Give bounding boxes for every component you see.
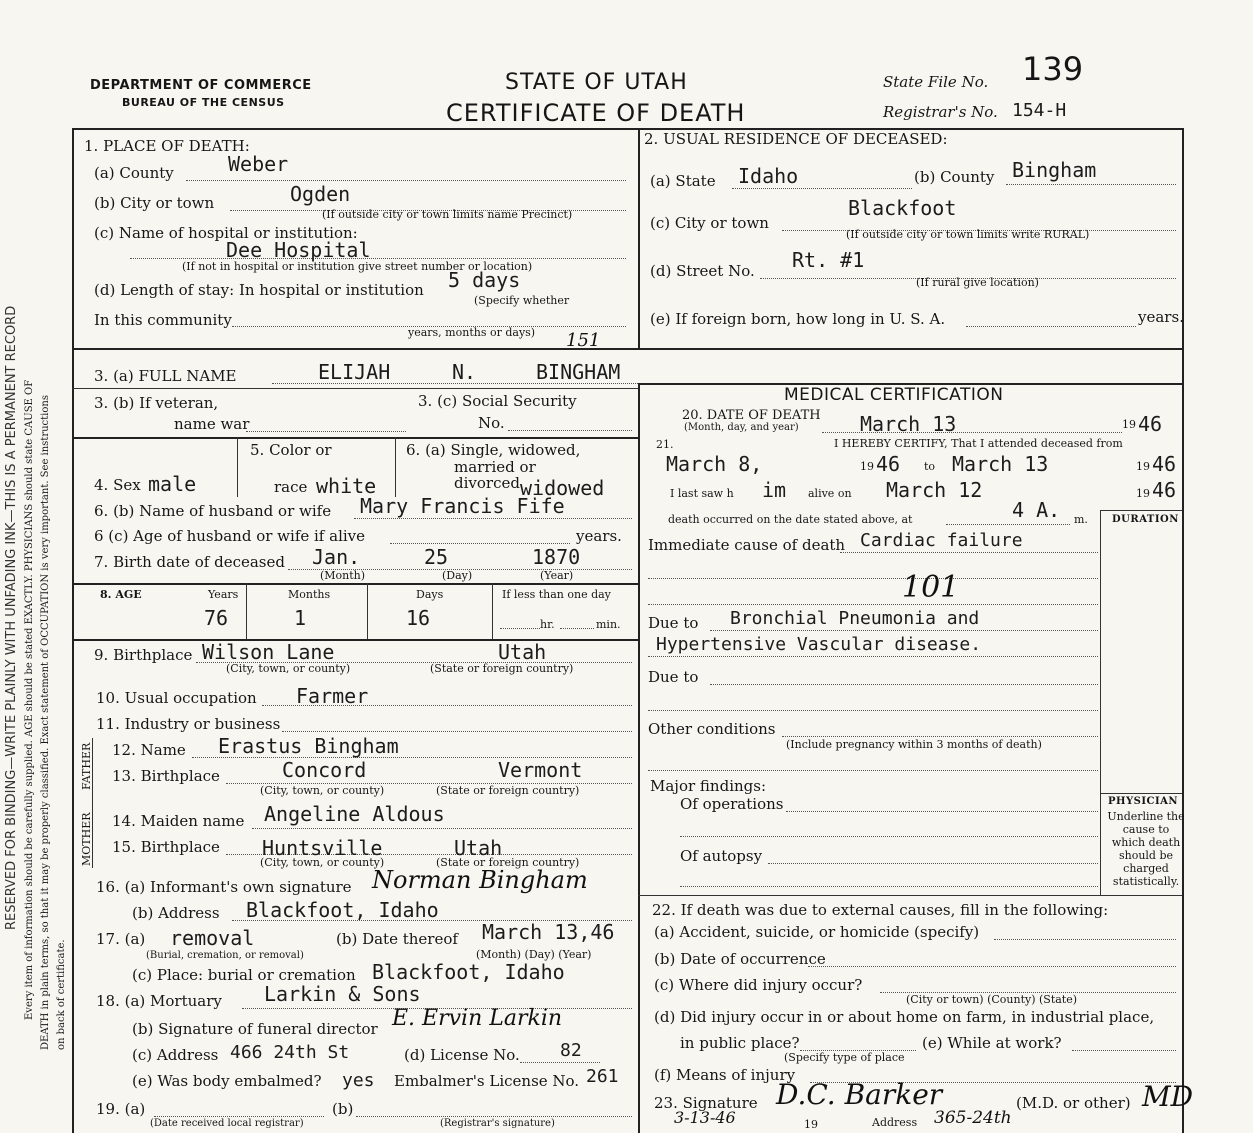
social-security-line (508, 430, 632, 431)
marital-status: widowed (520, 476, 605, 500)
marital-label: 6. (a) Single, widowed, (406, 441, 581, 459)
due-to-2-line (710, 684, 1098, 685)
divider-duration-top (1100, 510, 1182, 511)
mother-state-note: (State or foreign country) (436, 856, 580, 869)
age-label: 8. AGE (100, 588, 142, 601)
father-city-note: (City, town, or county) (260, 784, 385, 797)
disposition-label: 17. (a) (96, 930, 146, 948)
informant-signature: Norman Bingham (372, 866, 588, 894)
certify-number: 21. (656, 438, 674, 451)
divider-medical-left (638, 383, 640, 1133)
filed-label: 19. (a) (96, 1100, 146, 1118)
accident-line (994, 939, 1176, 940)
other-conditions-line-2 (648, 770, 1098, 771)
registrar-number: 154-H (1012, 100, 1067, 121)
sex-value: male (148, 472, 197, 496)
other-conditions-line (782, 736, 1098, 737)
marital-label-2: married or (454, 458, 536, 476)
race-label: race (274, 478, 308, 496)
filed-sig-line (356, 1116, 632, 1117)
race-value: white (316, 474, 377, 498)
attended-from-date: March 8, (666, 452, 763, 476)
divider-color-marital (395, 437, 396, 497)
city-note: (If outside city or town limits name Precinct) (322, 208, 573, 221)
where-injury-label: (c) Where did injury occur? (654, 976, 863, 994)
physician-address-label: Address (872, 1116, 918, 1129)
age-years-label: Years (208, 588, 239, 601)
community-mark: 151 (566, 330, 601, 351)
autopsy-line (768, 863, 1098, 864)
divider-residence-bottom (72, 348, 1182, 350)
age-months: 1 (294, 606, 307, 630)
birth-day-note: (Day) (442, 569, 473, 582)
residence-state-label: (a) State (650, 172, 716, 190)
dod-year: 46 (1138, 412, 1163, 436)
divider-name-bottom (72, 388, 638, 389)
hospital-note: (If not in hospital or institution give street number or location) (182, 260, 533, 273)
external-causes-label: 22. If death was due to external causes, fill in the following: (652, 901, 1109, 919)
spouse-age-label: 6 (c) Age of husband or wife if alive (94, 527, 366, 545)
birthplace-state: Utah (498, 640, 547, 664)
birthplace-city: Wilson Lane (202, 640, 335, 664)
operations-line-2 (680, 836, 1098, 837)
spouse-label: 6. (b) Name of husband or wife (94, 502, 332, 520)
due-to-2-line-b (648, 710, 1098, 711)
foreign-born-suffix: years. (1138, 308, 1184, 326)
to-year-prefix: 19 (1136, 460, 1150, 473)
state-file-label: State File No. (883, 73, 989, 91)
birthplace-state-note: (State or foreign country) (430, 662, 574, 675)
birthplace-label: 9. Birthplace (94, 646, 193, 664)
residence-county: Bingham (1012, 158, 1097, 182)
filed-date-note: (Date received local registrar) (150, 1118, 304, 1129)
veteran-war-line (246, 431, 406, 432)
mother-city-note: (City, town, or county) (260, 856, 385, 869)
divider-age-years (246, 583, 247, 639)
department-label: DEPARTMENT OF COMMERCE (90, 78, 312, 93)
due-to-line-2 (648, 656, 1098, 657)
father-name: Erastus Bingham (218, 734, 399, 758)
certificate-title: CERTIFICATE OF DEATH (446, 99, 746, 127)
age-days: 16 (406, 606, 431, 630)
while-at-work-label: (e) While at work? (922, 1034, 1062, 1052)
dod-year-prefix: 19 (1122, 418, 1136, 431)
autopsy-line-2 (680, 886, 1098, 887)
street-note: (If rural give location) (916, 276, 1039, 289)
hours-label: hr. (540, 618, 555, 631)
birth-date-label: 7. Birth date of deceased (94, 553, 285, 571)
dod-label: 20. DATE OF DEATH (682, 408, 821, 423)
burial-place: Blackfoot, Idaho (372, 960, 565, 984)
age-days-label: Days (416, 588, 444, 601)
stay-label: (d) Length of stay: In hospital or institution (94, 281, 424, 299)
disposition-value: removal (170, 926, 255, 950)
divider-top-center (638, 128, 640, 348)
mortuary-name: Larkin & Sons (264, 982, 421, 1006)
physician-box-title: PHYSICIAN (1108, 796, 1179, 807)
community-label: In this community (94, 311, 232, 329)
funeral-director-label: (b) Signature of funeral director (132, 1020, 378, 1038)
mother-name-line (252, 828, 632, 829)
immediate-cause: Cardiac failure (860, 530, 1023, 551)
last-name: BINGHAM (536, 360, 621, 384)
last-saw-pronoun: im (762, 478, 787, 502)
instructions-line-2: DEATH in plain terms, so that it may be properly classified. Exact statement of OCCUPATION is very important. See instructions (40, 395, 51, 1050)
industry-label: 11. Industry or business (96, 715, 281, 733)
registrar-signature-note: (Registrar's signature) (440, 1118, 555, 1129)
county-line (186, 180, 626, 181)
due-to-2-label: Due to (648, 668, 699, 686)
where-injury-note: (City or town) (County) (State) (906, 993, 1078, 1006)
birth-year-note: (Year) (540, 569, 574, 582)
occupation-label: 10. Usual occupation (96, 689, 257, 707)
certify-text: I HEREBY CERTIFY, That I attended deceased from (834, 437, 1123, 450)
spouse-name: Mary Francis Fife (360, 494, 565, 518)
death-occurred-label: death occurred on the date stated above, at (668, 513, 913, 526)
residence-county-label: (b) County (914, 168, 995, 186)
embalmed-label: (e) Was body embalmed? (132, 1072, 322, 1090)
industry-line (282, 731, 632, 732)
informant-address-label: (b) Address (132, 904, 220, 922)
divider-external-top (638, 895, 1182, 896)
license-number: 82 (560, 1040, 582, 1061)
community-note: years, months or days) (408, 326, 536, 339)
last-saw-year-prefix: 19 (1136, 487, 1150, 500)
divider-age-months (367, 583, 368, 639)
frame-top (72, 128, 1182, 130)
state-title: STATE OF UTAH (505, 70, 688, 95)
stay-note: (Specify whether (474, 294, 570, 307)
signature-year-prefix: 19 (804, 1118, 818, 1131)
spouse-line (354, 518, 632, 519)
divider-age-days (492, 583, 493, 639)
mother-name: Angeline Aldous (264, 802, 445, 826)
hospital-line (130, 258, 626, 259)
date-thereof-label: (b) Date thereof (336, 930, 458, 948)
veteran-war-label: name war (174, 415, 250, 433)
registrar-label: Registrar's No. (883, 103, 998, 121)
middle-initial: N. (452, 360, 477, 384)
divider-sex-color (237, 437, 238, 497)
cause-line-3 (648, 604, 1098, 605)
due-to-cause-2: Hypertensive Vascular disease. (656, 634, 982, 655)
residence-city: Blackfoot (848, 196, 957, 220)
sex-label: 4. Sex (94, 476, 141, 494)
county-label: (a) County (94, 164, 174, 182)
embalmer-license-label: Embalmer's License No. (394, 1072, 580, 1090)
mother-birthplace-label: 15. Birthplace (112, 838, 220, 856)
filed-b-label: (b) (332, 1100, 354, 1118)
other-conditions-note: (Include pregnancy within 3 months of death) (786, 738, 1042, 751)
occupation-value: Farmer (296, 684, 369, 708)
hospital-label: (c) Name of hospital or institution: (94, 224, 358, 242)
spouse-age-suffix: years. (576, 527, 622, 545)
disposition-note: (Burial, cremation, or removal) (146, 950, 304, 961)
due-to-cause: Bronchial Pneumonia and (730, 608, 980, 629)
attended-to-date: March 13 (952, 452, 1049, 476)
signature-date: 3-13-46 (674, 1108, 736, 1127)
residence-state-line (732, 188, 912, 189)
father-birth-city: Concord (282, 758, 367, 782)
instructions-line-1: Every item of information should be carefully supplied. AGE should be stated EXACTLY. PHYSICIANS should state CAUSE OF (24, 379, 35, 1020)
foreign-born-label: (e) If foreign born, how long in U. S. A. (650, 310, 946, 328)
binding-margin-text: RESERVED FOR BINDING—WRITE PLAINLY WITH UNFADING INK—THIS IS A PERMANENT RECORD (4, 305, 19, 930)
father-side-label: FATHER (80, 742, 93, 790)
death-county: Weber (228, 152, 289, 176)
license-label: (d) License No. (404, 1046, 520, 1064)
mortuary-label: 18. (a) Mortuary (96, 992, 222, 1010)
autopsy-label: Of autopsy (680, 847, 763, 865)
physician-address: 365-24th (934, 1108, 1012, 1128)
street-label: (d) Street No. (650, 262, 755, 280)
veteran-label: 3. (b) If veteran, (94, 394, 219, 412)
immediate-cause-label: Immediate cause of death (648, 536, 846, 554)
immediate-cause-line (840, 552, 1098, 553)
md-label: (M.D. or other) (1016, 1094, 1131, 1112)
death-time: 4 A. (1012, 498, 1061, 522)
age-months-label: Months (288, 588, 331, 601)
residence-heading: 2. USUAL RESIDENCE OF DECEASED: (644, 130, 948, 148)
father-birthplace-label: 13. Birthplace (112, 767, 220, 785)
date-thereof-value: March 13,46 (482, 920, 615, 944)
age-years: 76 (204, 606, 229, 630)
death-city: Ogden (290, 182, 351, 206)
while-at-work-line (1072, 1050, 1176, 1051)
frame-right (1182, 128, 1184, 1133)
divider-veteran-bottom (72, 437, 638, 439)
social-security-no-label: No. (478, 414, 505, 432)
injury-home-label: (d) Did injury occur in or about home on farm, in industrial place, (654, 1008, 1155, 1026)
hospital-name: Dee Hospital (226, 238, 371, 262)
divider-physician-top (1100, 793, 1182, 794)
death-time-line (946, 524, 1070, 525)
filed-date-line (154, 1116, 324, 1117)
md-handwritten: MD (1142, 1080, 1194, 1113)
alive-on-label: alive on (808, 487, 852, 500)
embalmer-license: 261 (586, 1066, 619, 1087)
birth-month-note: (Month) (320, 569, 366, 582)
date-thereof-note: (Month) (Day) (Year) (476, 948, 592, 961)
residence-city-note: (If outside city or town limits write RURAL) (846, 228, 1090, 241)
marital-label-3: divorced (454, 474, 520, 492)
physician-signature: D.C. Barker (776, 1078, 943, 1111)
birth-year: 1870 (532, 545, 581, 569)
divider-duration (1100, 510, 1101, 895)
from-year-prefix: 19 (860, 460, 874, 473)
mortuary-address-label: (c) Address (132, 1046, 219, 1064)
birthplace-city-note: (City, town, or county) (226, 662, 351, 675)
embalmed-value: yes (342, 1070, 375, 1091)
attended-from-year: 46 (876, 452, 901, 476)
father-state-note: (State or foreign country) (436, 784, 580, 797)
physician-signature-label: 23. Signature (654, 1094, 758, 1112)
operations-label: Of operations (680, 795, 784, 813)
am-label: m. (1074, 513, 1088, 526)
residence-street: Rt. #1 (792, 248, 865, 272)
mother-birth-state: Utah (454, 836, 503, 860)
residence-city-label: (c) City or town (650, 214, 769, 232)
occurrence-label: (b) Date of occurrence (654, 950, 826, 968)
divider-age-top (72, 583, 638, 585)
date-of-death: March 13 (860, 412, 957, 436)
state-file-number: 139 (1022, 50, 1084, 88)
instructions-line-3: on back of certificate. (56, 939, 67, 1050)
attended-to-year: 46 (1152, 452, 1177, 476)
minutes-line (560, 628, 594, 629)
dod-note: (Month, day, and year) (684, 422, 799, 433)
hospital-stay: 5 days (448, 268, 521, 292)
duration-label: DURATION (1112, 514, 1179, 525)
means-of-injury-label: (f) Means of injury (654, 1066, 796, 1084)
less-than-day-label: If less than one day (502, 588, 611, 601)
to-label: to (924, 460, 936, 473)
major-findings-label: Major findings: (650, 777, 767, 795)
birth-month: Jan. (312, 545, 361, 569)
spouse-age-line (390, 543, 570, 544)
city-label: (b) City or town (94, 194, 215, 212)
due-to-label: Due to (648, 614, 699, 632)
other-conditions-label: Other conditions (648, 720, 776, 738)
burial-place-label: (c) Place: burial or cremation (132, 966, 356, 984)
foreign-born-line (966, 326, 1136, 327)
last-saw-label: I last saw h (670, 487, 734, 500)
birth-day: 25 (424, 545, 449, 569)
frame-left (72, 128, 74, 1133)
accident-label: (a) Accident, suicide, or homicide (specify) (654, 923, 980, 941)
last-saw-date: March 12 (886, 478, 983, 502)
license-line (520, 1062, 600, 1063)
mother-side-label: MOTHER (80, 812, 93, 866)
full-name-label: 3. (a) FULL NAME (94, 367, 237, 385)
cause-line-2 (648, 578, 1098, 579)
residence-state: Idaho (738, 164, 799, 188)
last-saw-year: 46 (1152, 478, 1177, 502)
minutes-label: min. (596, 618, 621, 631)
operations-line (786, 811, 1098, 812)
cause-code: 101 (902, 570, 960, 605)
hours-line (500, 628, 540, 629)
informant-address: Blackfoot, Idaho (246, 898, 439, 922)
divider-age-bottom (72, 639, 638, 641)
social-security-label: 3. (c) Social Security (418, 392, 577, 410)
bureau-label: BUREAU OF THE CENSUS (122, 96, 285, 109)
occurrence-line (808, 966, 1176, 967)
color-label: 5. Color or (250, 441, 332, 459)
first-name: ELIJAH (318, 360, 391, 384)
public-place-label: in public place? (680, 1034, 800, 1052)
due-to-line (710, 630, 1098, 631)
place-of-death-heading: 1. PLACE OF DEATH: (84, 137, 250, 155)
mortuary-address: 466 24th St (230, 1042, 350, 1063)
mother-birth-city: Huntsville (262, 836, 383, 860)
mother-name-label: 14. Maiden name (112, 812, 245, 830)
medical-heading: MEDICAL CERTIFICATION (784, 385, 1004, 405)
father-name-label: 12. Name (112, 741, 186, 759)
residence-county-line (1006, 184, 1176, 185)
informant-label: 16. (a) Informant's own signature (96, 878, 352, 896)
physician-box-text: Underline the cause to which death should be charged statistically. (1107, 810, 1185, 888)
public-place-note: (Specify type of place (784, 1051, 905, 1064)
funeral-director-signature: E. Ervin Larkin (392, 1006, 563, 1031)
father-birth-state: Vermont (498, 758, 583, 782)
